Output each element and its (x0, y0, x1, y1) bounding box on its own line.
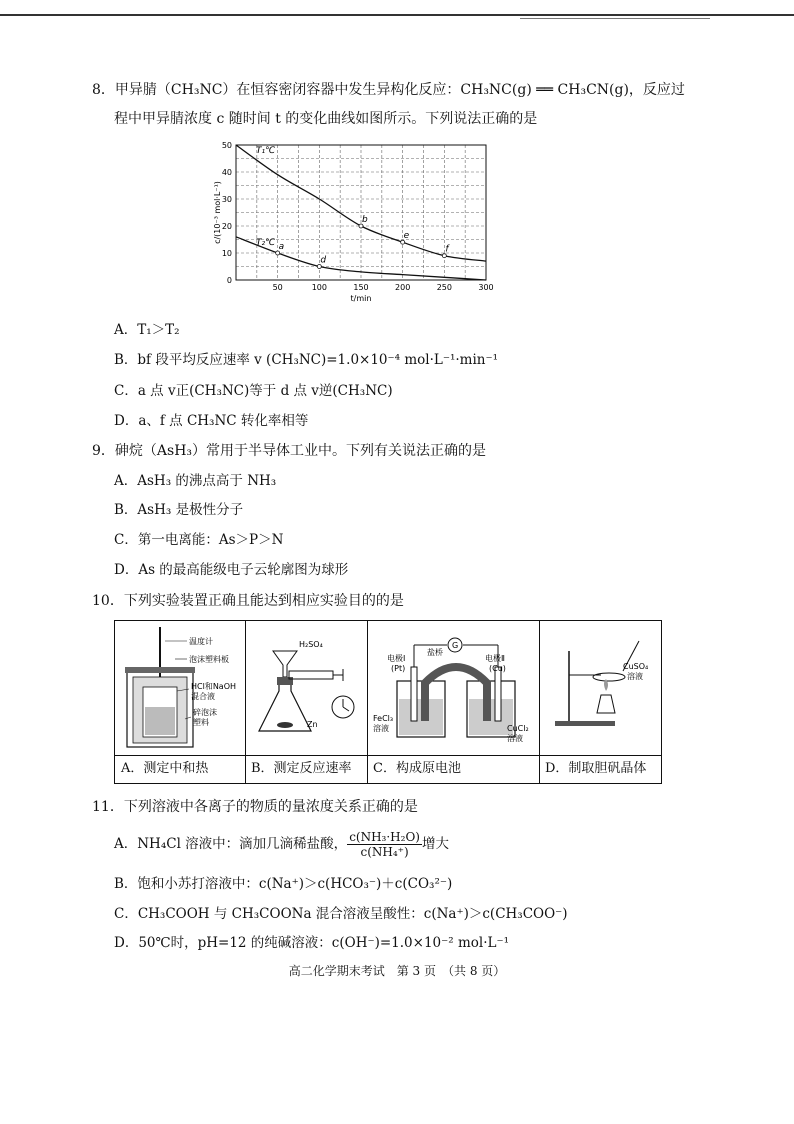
chart-grid (236, 145, 486, 280)
series-label-1: T₁℃ (256, 146, 276, 156)
q9-option-b: B．AsH₃ 是极性分子 (114, 502, 244, 518)
q9-stem: 9．砷烷（AsH₃）常用于半导体工业中。下列有关说法正确的是 (92, 443, 487, 459)
y-tick-label: 30 (221, 195, 232, 204)
cell-b (245, 621, 368, 783)
label-foam-pieces: 碎泡沫 (193, 708, 217, 717)
caption-d: D．制取胆矾晶体 (545, 761, 647, 776)
label-foam-board: 泡沫塑料板 (189, 655, 229, 664)
series-label-2: T₂℃ (256, 237, 276, 248)
reaction-rate-diagram (245, 621, 367, 755)
q11-option-a (114, 826, 449, 862)
fraction-numerator: c(NH₃·H₂O) (349, 829, 420, 844)
label-salt-bridge: 盐桥 (427, 648, 443, 657)
galvanometer-label: G (452, 641, 459, 650)
x-tick-label: 50 (272, 283, 283, 292)
calorimeter-diagram (115, 621, 245, 755)
concentration-time-chart (212, 135, 502, 315)
label-cuso4-solution: 溶液 (627, 672, 643, 681)
label-cu: (Cu) (489, 664, 506, 673)
y-tick-label: 10 (221, 249, 232, 258)
x-tick-label: 300 (478, 283, 494, 292)
x-tick-label: 100 (311, 283, 327, 292)
q11-option-a-prefix: A．NH₄Cl 溶液中：滴加几滴稀盐酸， (114, 836, 348, 852)
caption-divider (115, 755, 661, 756)
point-label-d: d (320, 255, 327, 266)
q9-option-a: A．AsH₃ 的沸点高于 NH₃ (114, 473, 277, 489)
label-thermometer: 温度计 (189, 637, 213, 646)
q11-option-b: B．饱和小苏打溶液中：c(Na⁺)＞c(HCO₃⁻)＋c(CO₃²⁻) (114, 876, 453, 892)
q8-option-d: D．a、f 点 CH₃NC 转化率相等 (114, 413, 309, 429)
x-tick-label: 250 (436, 283, 452, 292)
chart-points (276, 215, 451, 269)
galvanic-cell-diagram (367, 621, 539, 755)
label-cucl2: CuCl₂ (507, 724, 529, 733)
label-cucl2-solution: 溶液 (507, 734, 523, 743)
q8-option-b: B．bf 段平均反应速率 v (CH₃NC)=1.0×10⁻⁴ mol·L⁻¹·min⁻¹ (114, 352, 499, 368)
q10-apparatus-table (114, 620, 662, 784)
y-tick-label: 50 (221, 141, 232, 150)
caption-a: A．测定中和热 (121, 761, 209, 776)
q11-option-c: C．CH₃COOH 与 CH₃COONa 混合溶液呈酸性：c(Na⁺)＞c(CH₃COO⁻) (114, 906, 568, 922)
label-h2so4: H₂SO₄ (299, 640, 323, 649)
q11-option-a-suffix: 增大 (421, 836, 449, 852)
point-label-f: f (445, 244, 449, 255)
q8-line1: 8．甲异腈（CH₃NC）在恒容密闭容器中发生异构化反应：CH₃NC(g) ══ CH₃CN(g)，反应过 (92, 82, 685, 98)
label-plastic: 塑料 (193, 718, 209, 727)
cell-a (115, 621, 246, 783)
q11-stem: 11．下列溶液中各离子的物质的量浓度关系正确的是 (92, 799, 418, 815)
x-tick-label: 200 (395, 283, 411, 292)
caption-c: C．构成原电池 (373, 761, 461, 776)
label-cuso4: CuSO₄ (623, 662, 649, 671)
label-hcl-naoh: HCl和NaOH (191, 682, 237, 691)
q9-option-d: D．As 的最高能级电子云轮廓图为球形 (114, 562, 349, 578)
x-tick-label: 150 (353, 283, 369, 292)
y-tick-label: 20 (221, 222, 232, 231)
label-mixture: 混合液 (191, 692, 215, 701)
label-pt: (Pt) (391, 664, 406, 673)
caption-b: B．测定反应速率 (251, 761, 352, 776)
y-tick-label: 40 (221, 168, 232, 177)
label-electrode-2: 电极Ⅱ (485, 654, 505, 663)
y-axis-label: c/(10⁻³ mol·L⁻¹) (213, 181, 222, 244)
label-fecl3-solution: 溶液 (373, 724, 389, 733)
label-fecl3: FeCl₃ (373, 714, 394, 723)
q8-line2: 程中甲异腈浓度 c 随时间 t 的变化曲线如图所示。下列说法正确的是 (114, 111, 538, 127)
label-electrode-1: 电极Ⅰ (387, 654, 406, 663)
cell-c (367, 621, 540, 783)
page-footer: 高二化学期末考试 第 3 页 （共 8 页） (288, 964, 506, 978)
q8-option-c: C．a 点 v正(CH₃NC)等于 d 点 v逆(CH₃NC) (114, 383, 393, 399)
q8-option-a: A．T₁＞T₂ (114, 322, 180, 338)
q11-option-d: D．50℃时，pH=12 的纯碱溶液：c(OH⁻)=1.0×10⁻² mol·L⁻¹ (114, 935, 509, 951)
top-scan-border-secondary (520, 18, 710, 19)
top-scan-border (0, 14, 794, 16)
point-label-e: e (403, 231, 410, 242)
point-label-a: a (278, 242, 285, 252)
q9-option-c: C．第一电离能：As＞P＞N (114, 532, 284, 548)
crystallization-diagram (539, 621, 661, 755)
q10-stem: 10．下列实验装置正确且能达到相应实验目的的是 (92, 593, 404, 609)
q11-option-a-fraction (347, 830, 422, 859)
label-zn: Zn (307, 720, 318, 729)
point-label-b: b (362, 215, 368, 225)
fraction-denominator: c(NH₄⁺) (360, 844, 409, 859)
x-axis-label: t/min (350, 294, 372, 303)
cell-d (539, 621, 661, 783)
y-tick-label: 0 (226, 276, 232, 285)
